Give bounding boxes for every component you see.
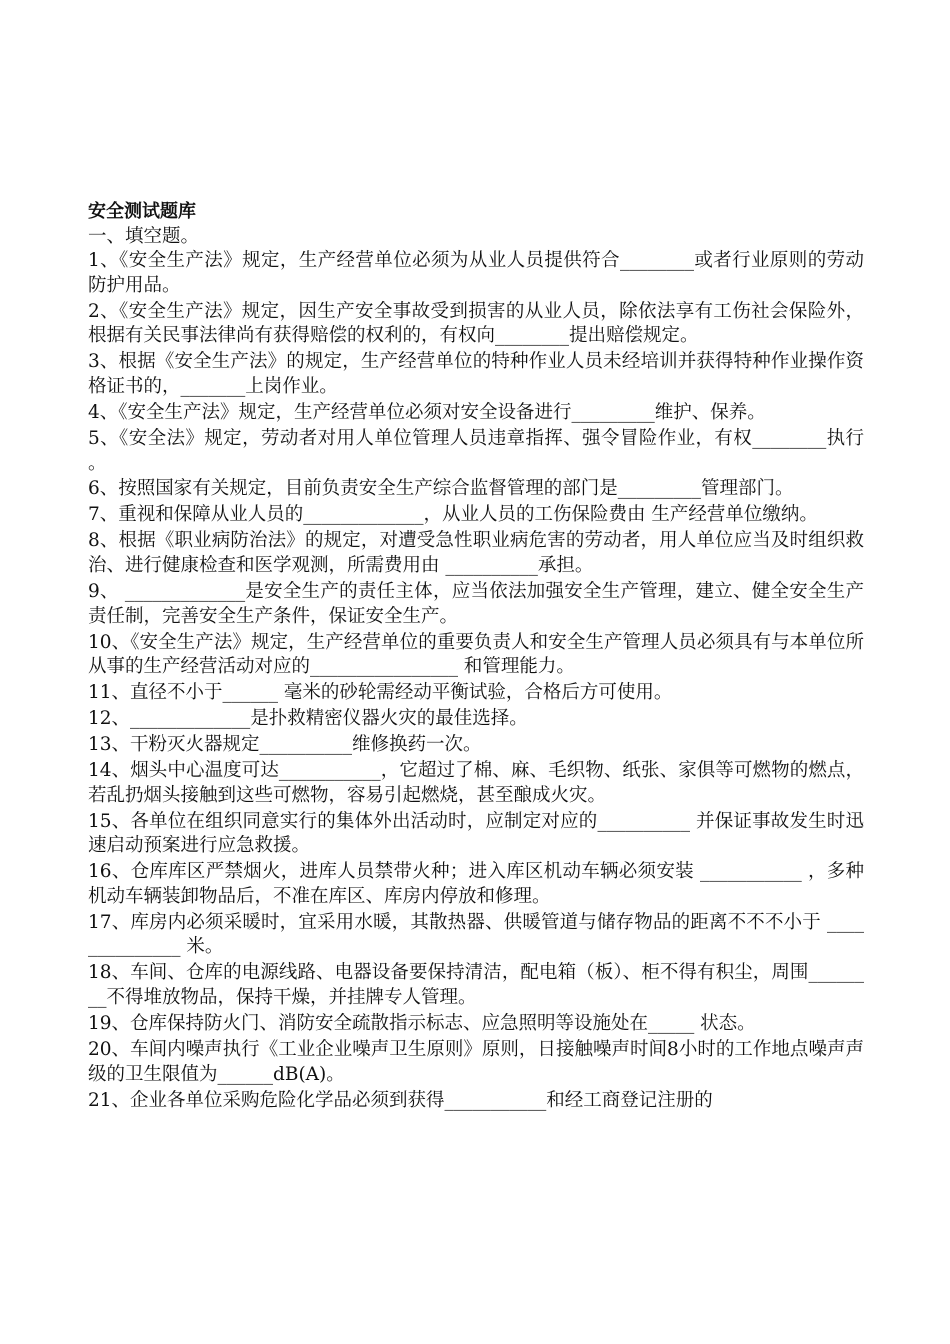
section-heading: 一、填空题。 <box>88 225 200 247</box>
question-item: 14、烟头中心温度可达___________，它超过了棉、麻、毛织物、纸张、家俱等可燃物的燃点，若乱扔烟头接触到这些可燃物，容易引起燃烧，甚至酿成火灾。 <box>88 760 864 806</box>
question-item: 19、仓库保持防火门、消防安全疏散指示标志、应急照明等设施处在_____ 状态。 <box>88 1013 756 1035</box>
question-item: 3、根据《安全生产法》的规定，生产经营单位的特种作业人员未经培训并获得特种作业操作资格证书的，_______上岗作业。 <box>88 351 864 397</box>
question-item: 6、按照国家有关规定，目前负责安全生产综合监督管理的部门是_________管理部门。 <box>88 478 794 500</box>
document-page <box>88 200 923 1115</box>
question-item: 12、_____________是扑救精密仪器火灾的最佳选择。 <box>88 708 528 730</box>
question-item: 15、各单位在组织同意实行的集体外出活动时，应制定对应的__________ 并保证事故发生时迅速启动预案进行应急救援。 <box>88 810 864 857</box>
question-item: 2、《安全生产法》规定，因生产安全事故受到损害的从业人员，除依法享有工伤社会保险外，根据有关民事法律尚有获得赔偿的权利的，有权向________提出赔偿规定。 <box>88 300 864 347</box>
question-item: 16、仓库库区严禁烟火，进库人员禁带火种；进入库区机动车辆必须安装 ___________ ，多种机动车辆装卸物品后，不准在库区、库房内停放和修理。 <box>88 861 864 907</box>
question-item: 10、《安全生产法》规定，生产经营单位的重要负责人和安全生产管理人员必须具有与本单位所从事的生产经营活动对应的________________ 和管理能力。 <box>88 631 864 678</box>
question-item: 5、《安全法》规定，劳动者对用人单位管理人员违章指挥、强令冒险作业，有权________执行 。 <box>88 427 923 474</box>
question-item: 20、车间内噪声执行《工业企业噪声卫生原则》原则，日接触噪声时间8小时的工作地点噪声声级的卫生限值为______dB(A)。 <box>88 1039 864 1085</box>
question-item: 1、《安全生产法》规定，生产经营单位必须为从业人员提供符合________或者行业原则的劳动防护用品。 <box>88 250 864 296</box>
question-item: 8、根据《职业病防治法》的规定，对遭受急性职业病危害的劳动者，用人单位应当及时组织救治、进行健康检查和医学观测，所需费用由 __________承担。 <box>88 530 864 577</box>
document-title: 安全测试题库 <box>88 201 196 222</box>
question-item: 4、《安全生产法》规定，生产经营单位必须对安全设备进行_________维护、保养。 <box>88 401 766 423</box>
question-item: 13、干粉灭火器规定__________维修换药一次。 <box>88 734 482 756</box>
question-item: 9、 _____________是安全生产的责任主体，应当依法加强安全生产管理，建立、健全安全生产责任制，完善安全生产条件，保证安全生产。 <box>88 581 864 627</box>
question-item: 21、企业各单位采购危险化学品必须到获得___________和经工商登记注册的 <box>88 1089 713 1111</box>
question-item: 11、直径不小于______ 毫米的砂轮需经动平衡试验，合格后方可使用。 <box>88 682 673 704</box>
question-item: 7、重视和保障从业人员的_____________，从业人员的工伤保险费由 生产经营单位缴纳。 <box>88 504 818 526</box>
question-item: 18、车间、仓库的电源线路、电器设备要保持清洁，配电箱（板）、柜不得有积尘，周围________不得堆放物品，保持干燥，并挂牌专人管理。 <box>88 962 864 1009</box>
question-item: 17、库房内必须采暖时，宜采用水暖，其散热器、供暖管道与储存物品的距离不不不小于 ______________ 米。 <box>88 911 864 958</box>
